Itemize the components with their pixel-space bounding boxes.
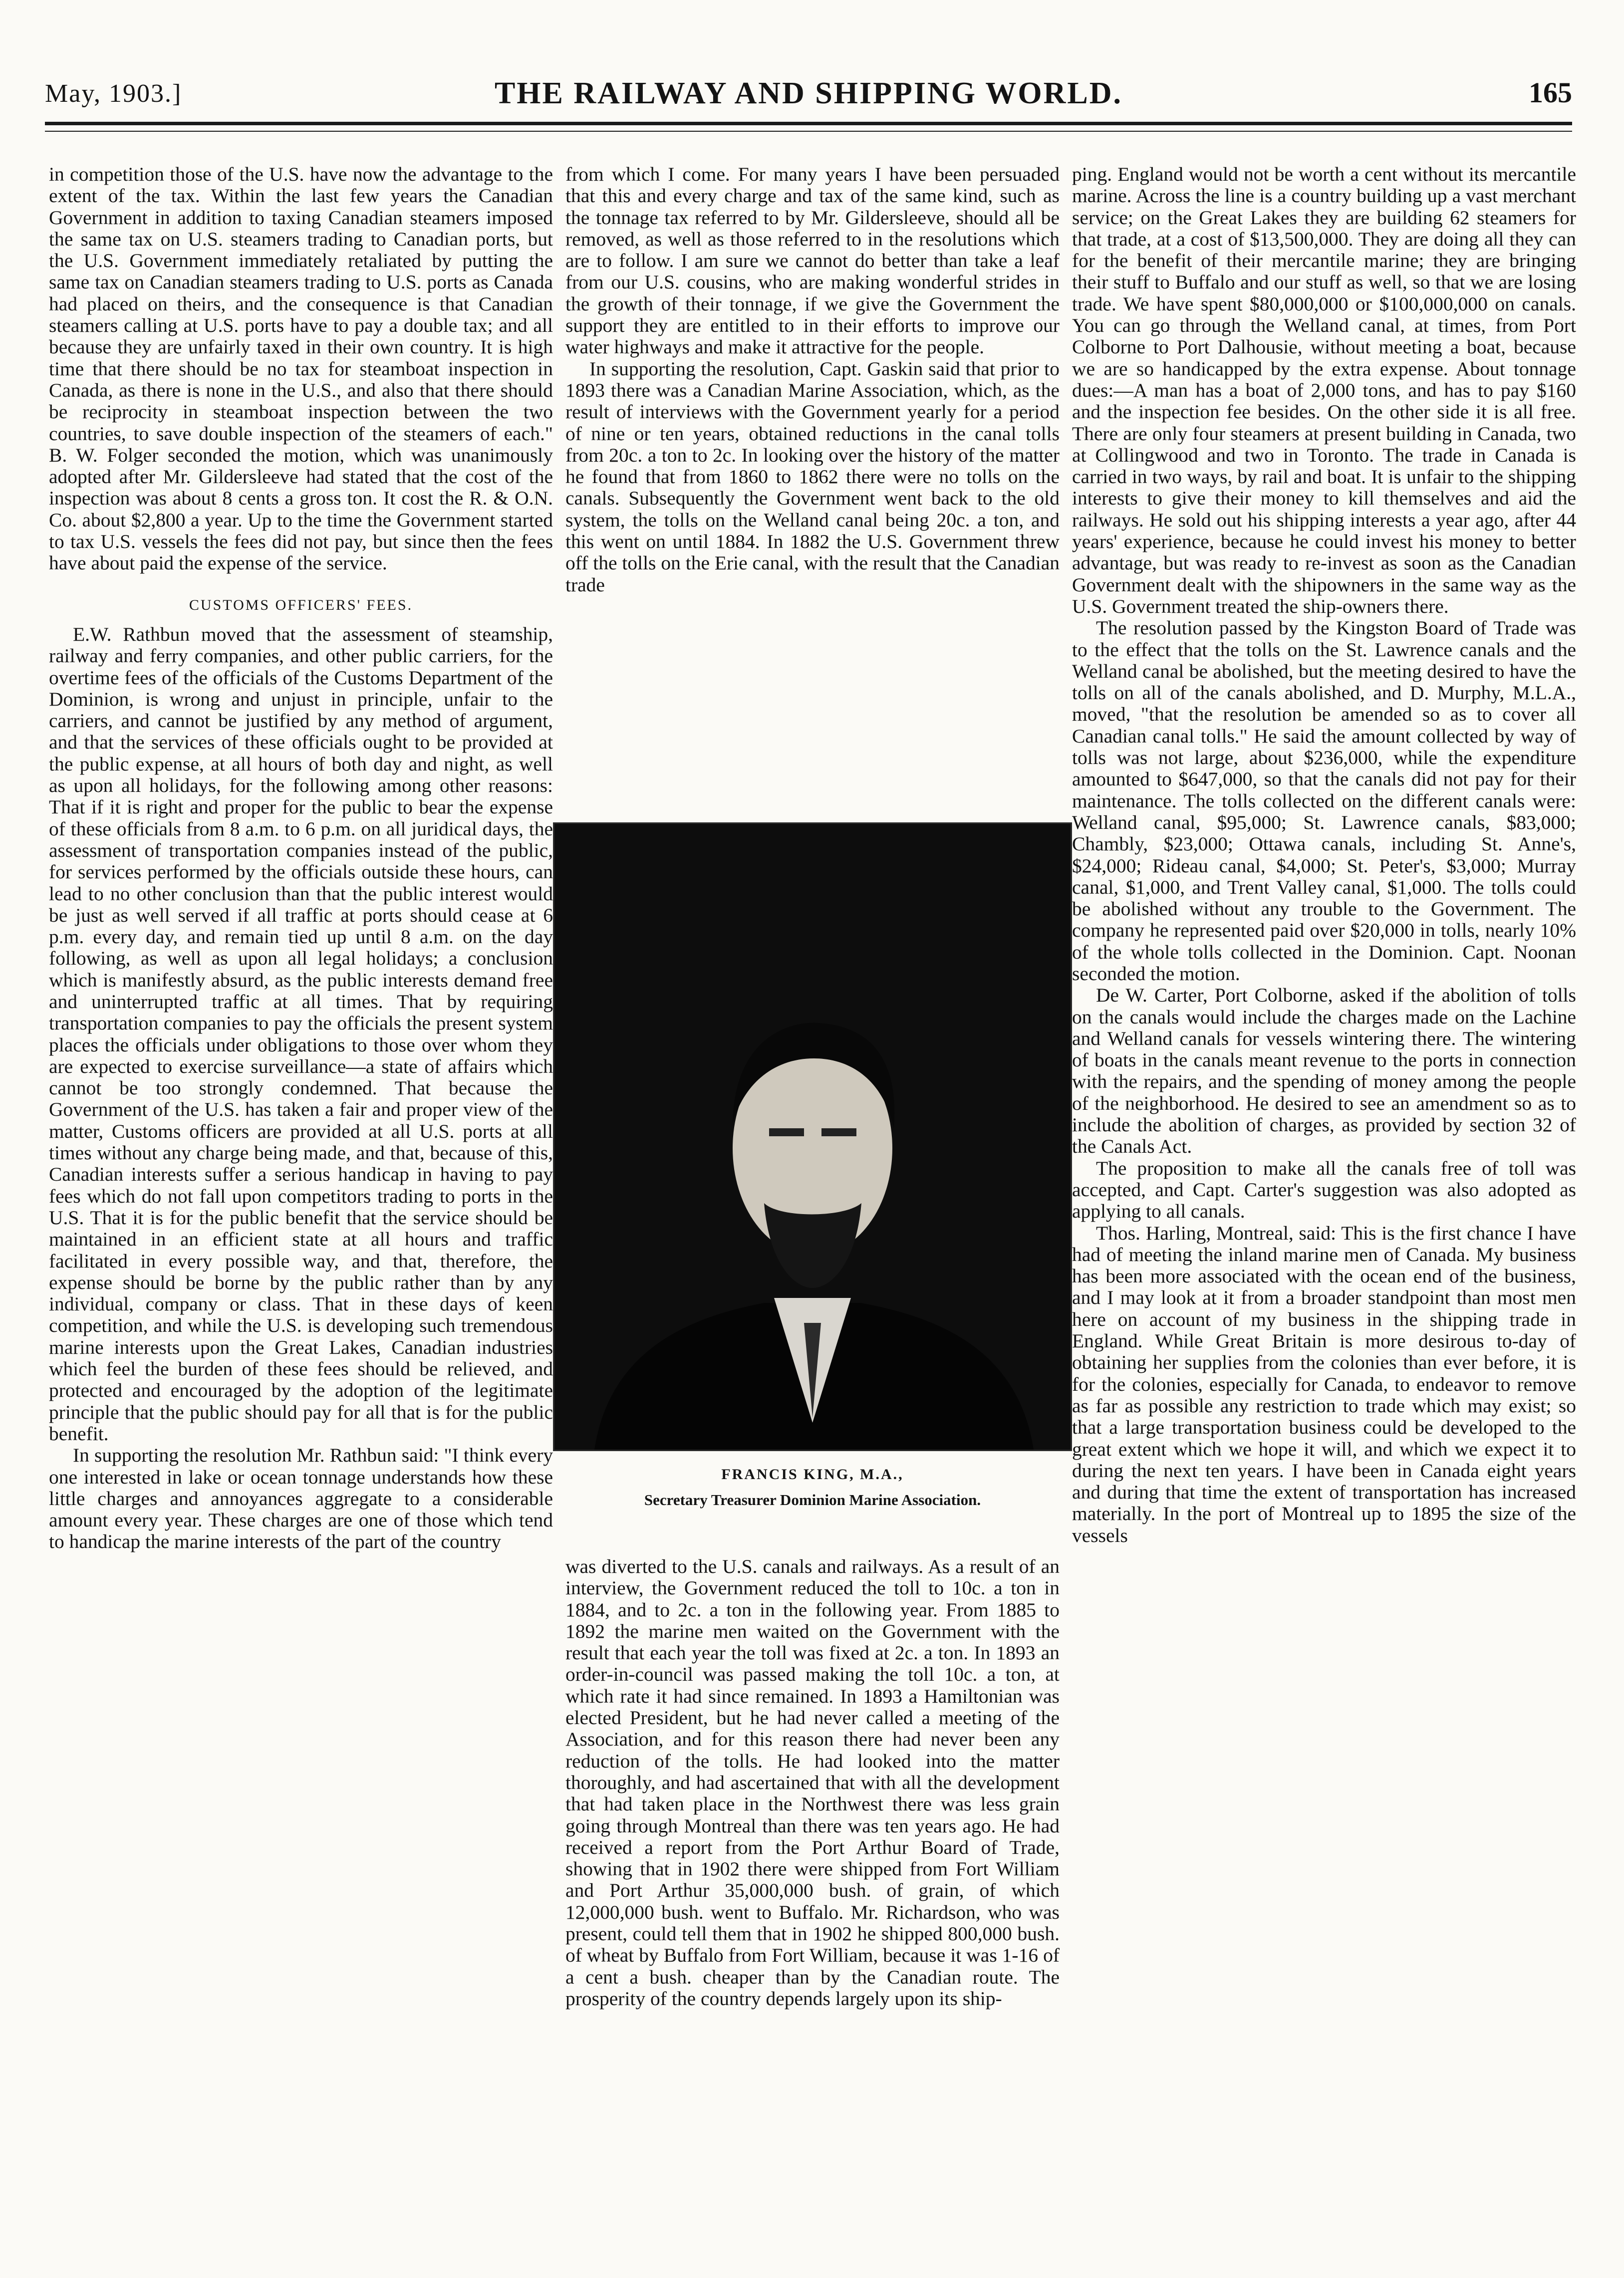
paragraph: De W. Carter, Port Colborne, asked if the abolition of tolls on the canals would include the charges made on the Lachine and Welland canals for vessels wintering there. The wintering of boats in the canals meant revenue to the ports in connection with the repairs, and the spending of money among the people of the neighborhood. He desired to see an amendment so as to include the abolition of charges, as provided by section 32 of the Canals Act.	[1072, 984, 1576, 1158]
paragraph: E.W. Rathbun moved that the assessment of steamship, railway and ferry companies, and other public carriers, for the overtime fees of the officials of the Customs Department of the Dominion, is wrong and unjust in principle, unfair to the carriers, and cannot be justified by any method of argument, and that the services of these officials ought to be provided at the public expense, at all hours of both day and night, as well as upon all holidays, for the following among other reasons: That if it is right and proper for the public to bear the expense of these officials from 8 a.m. to 6 p.m. on all juridical days, the assessment of transportation companies instead of the public, for services performed by the officials outside these hours, can lead to no other conclusion than that the public interest would be just as well served if all traffic at ports should cease at 6 p.m. every day, and remain tied up until 8 a.m. on the day following, as well as upon all legal holidays; a conclusion which is manifestly absurd, as the public interests demand free and uninterrupted traffic at all times. That by requiring transportation companies to pay the officials the present system places the officials under obligations to those over whom they are expected to exercise surveillance—a state of affairs which cannot be too strongly condemned. That because the Government of the U.S. has taken a fair and proper view of the matter, Customs officers are provided at all U.S. ports at all times without any charge being made, and that, because of this, Canadian interests suffer a serious handicap in having to pay fees which do not fall upon competitors trading to ports in the U.S. That it is for the public benefit that the service should be maintained in an efficient state at all hours and traffic facilitated in every possible way, and that, therefore, the expense should be borne by the public rather than by any individual, company or class. That in these days of keen competition, and while the U.S. is developing such tremendous marine interests upon the Great Lakes, Canadian industries which feel the burden of these fees should be relieved, and protected and encouraged by the adoption of the legitimate principle that the public should pay for all that is for the public benefit.	[49, 623, 553, 1445]
section-subheading: CUSTOMS OFFICERS' FEES.	[189, 596, 413, 613]
paragraph: ping. England would not be worth a cent without its mercantile marine. Across the line is a country building up a vast merchant service; on the Great Lakes they are building 62 steamers for that trade, at a cost of $13,500,000. They are doing all they can for the benefit of their mercantile marine; they are bringing their stuff to Buffalo and our stuff as well, so that we are losing trade. We have spent $80,000,000 or $100,000,000 on canals. You can go through the Welland canal, at times, from Port Colborne to Port Dalhousie, without meeting a boat, because we are so handicapped by the extra expense. About tonnage dues:—A man has a boat of 2,000 tons, and has to pay $160 and the inspection fee besides. On the other side it is all free. There are only four steamers at present building in Canada, two at Collingwood and two in Toronto. The trade in Canada is carried in two ways, by rail and boat. It is unfair to the shipping interests to give their money to kill themselves and aid the railways. He sold out his shipping interests a year ago, after 44 years' experience, because he could invest his money to better advantage, but was ready to re-invest as soon as the Canadian Government dealt with the shipowners in the same way as the U.S. Government treated the ship-owners there.	[1072, 163, 1576, 617]
photo-caption-title: Secretary Treasurer Dominion Marine Association.	[644, 1491, 981, 1509]
column-3	[1072, 164, 1576, 1546]
header-rule-thin	[45, 131, 1572, 132]
journal-title: THE RAILWAY AND SHIPPING WORLD.	[494, 76, 1123, 110]
column-1	[49, 164, 553, 1553]
paragraph: Thos. Harling, Montreal, said: This is the first chance I have had of meeting the inland marine men of Canada. My business has been more associated with the ocean end of the business, and I may look at it from a broader standpoint than most men here on account of my business in the shipping trade in England. While Great Britain is more desirous to-day of obtaining her supplies from the colonies than ever before, it is for the colonies, especially for Canada, to endeavor to remove as far as possible any restriction to trade which may exist; so that a large transportation business could be developed to the great extent which we hope it will, and which we expect it to during the next ten years. I have been in Canada eight years and during that time the extent of transportation has increased materially. In the port of Montreal up to 1895 the size of the vessels	[1072, 1222, 1576, 1546]
paragraph: from which I come. For many years I have been persuaded that this and every charge and tax of the same kind, such as the tonnage tax referred to by Mr. Gildersleeve, should all be removed, as well as those referred to in the resolutions which are to follow. I am sure we cannot do better than take a leaf from our U.S. cousins, who are making wonderful strides in the growth of their tonnage, if we give the Government the support they are entitled to in their efforts to improve our water highways and make it attractive for the people.	[565, 163, 1060, 358]
paragraph: In supporting the resolution Mr. Rathbun said: "I think every one interested in lake or ocean tonnage understands how these little charges and annoyances aggregate to a considerable amount every year. These charges are one of those which tend to handicap the marine interests of the part of the country	[49, 1444, 553, 1553]
page-header	[45, 69, 1572, 129]
paragraph: The resolution passed by the Kingston Board of Trade was to the effect that the tolls on the St. Lawrence canals and the Welland canal be abolished, but the meeting desired to have the tolls on all of the canals abolished, and D. Murphy, M.L.A., moved, "that the resolution be amended so as to cover all Canadian canal tolls." He said the amount collected by way of tolls was not large, about $236,000, while the expenditure amounted to $647,000, so that the canals did not pay for their maintenance. The tolls collected on the different canals were: Welland canal, $95,000; St. Lawrence canals, $83,000; Chambly, $23,000; Ottawa canals, including St. Anne's, $24,000; Rideau canal, $4,000; St. Peter's, $3,000; Murray canal, $1,000, and Trent Valley canal, $1,000. The tolls could be abolished without any trouble to the Government. The company he represented paid over $20,000 in tolls, nearly 10% of the whole tolls collected in the Dominion. Capt. Noonan seconded the motion.	[1072, 617, 1576, 985]
issue-date: May, 1903.]	[45, 79, 182, 108]
column-2-bottom	[565, 1556, 1060, 2010]
paragraph: In supporting the resolution, Capt. Gaskin said that prior to 1893 there was a Canadian Marine Association, which, as the result of interviews with the Government yearly for a period of nine or ten years, obtained reductions in the canal tolls from 20c. a ton to 2c. In looking over the history of the matter he found that from 1860 to 1862 there were no tolls on the canals. Subsequently the Government went back to the old system, the tolls on the Welland canal being 20c. a ton, and this went on until 1884. In 1882 the U.S. Government threw off the tolls on the Erie canal, with the result that the Canadian trade	[565, 357, 1060, 596]
column-2-top	[565, 164, 1060, 596]
paragraph: was diverted to the U.S. canals and railways. As a result of an interview, the Government reduced the toll to 10c. a ton in 1884, and to 2c. a ton in the following year. From 1885 to 1892 the marine men waited on the Government with the result that each year the toll was fixed at 2c. a ton. In 1893 an order-in-council was passed making the toll 10c. a ton, at which rate it had since remained. In 1893 a Hamiltonian was elected President, but he had never called a meeting of the Association, and for this reason there had never been any reduction of the tolls. He had looked into the matter thoroughly, and had ascertained that with all the development that had taken place in the Northwest there was less grain going through Montreal than there was ten years ago. He had received a report from the Port Arthur Board of Trade, showing that in 1902 there were shipped from Fort William and Port Arthur 35,000,000 bush. of grain, of which 12,000,000 bush. went to Buffalo. Mr. Richardson, who was present, could tell them that in 1902 he shipped 800,000 bush. of wheat by Buffalo from Fort William, because it was 1-16 of a cent a bush. cheaper than by the Canadian route. The prosperity of the country depends largely upon its ship-	[565, 1555, 1060, 2010]
paragraph: The proposition to make all the canals free of toll was accepted, and Capt. Carter's suggestion was also adopted as applying to all canals.	[1072, 1157, 1576, 1223]
portrait-photo	[553, 822, 1072, 1451]
header-rule-thick	[45, 122, 1572, 125]
portrait-figure	[554, 824, 1071, 1450]
paragraph: in competition those of the U.S. have now the advantage to the extent of the tax. Within the last few years the Canadian Government in addition to taxing Canadian steamers imposed the same tax on U.S. steamers trading to Canadian ports, but the U.S. Government immediately retaliated by putting the same tax on Canadian steamers trading to U.S. ports as Canada had placed on theirs, and the consequence is that Canadian steamers calling at U.S. ports have to pay a double tax; and all because they are unfairly taxed in their own country. It is high time that there should be no tax for steamboat inspection in Canada, as there is none in the U.S., and also that there should be reciprocity in steamboat inspection between the two countries, to save double inspection of the steamers of each." B. W. Folger seconded the motion, which was unanimously adopted after Mr. Gildersleeve had stated that the cost of the inspection was about 8 cents a gross ton. It cost the R. & O.N. Co. about $2,800 a year. Up to the time the Government started to tax U.S. vessels the fees did not pay, but since then the fees have about paid the expense of the service.	[49, 163, 553, 574]
photo-caption-name: FRANCIS KING, M.A.,	[721, 1466, 904, 1483]
page-number: 165	[1529, 76, 1572, 109]
